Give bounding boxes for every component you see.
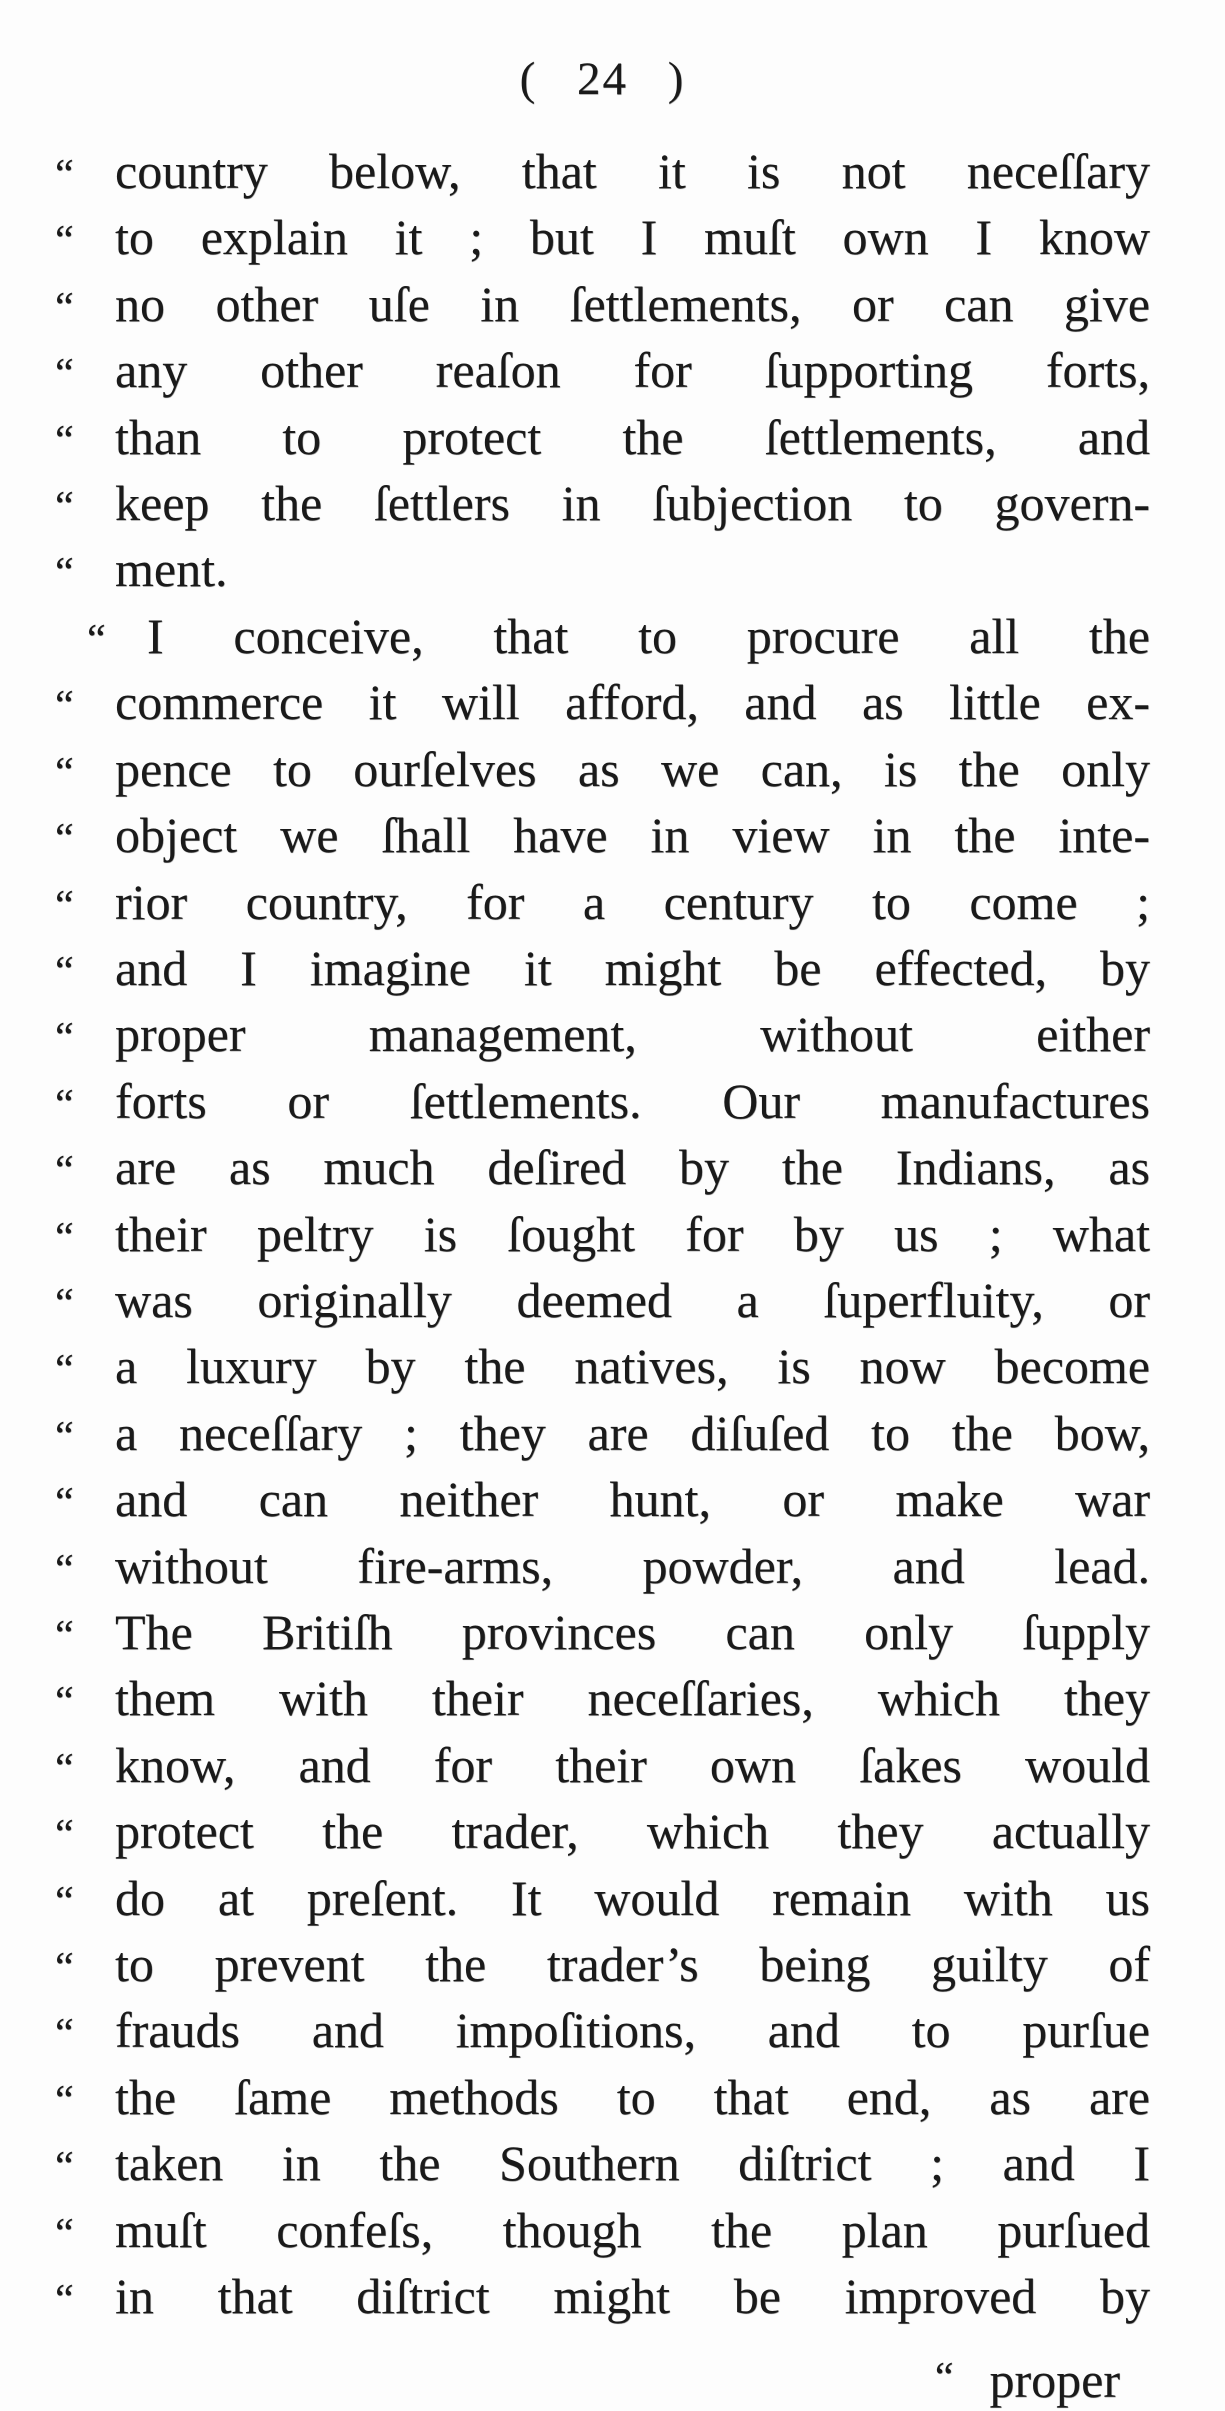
quote-mark: “ bbox=[55, 2011, 76, 2058]
quote-mark: “ bbox=[55, 484, 76, 531]
quote-mark: “ bbox=[55, 816, 76, 863]
text-line bbox=[55, 406, 1150, 472]
text-line bbox=[55, 671, 1150, 737]
text-line bbox=[55, 140, 1150, 206]
quote-mark: “ bbox=[55, 1945, 76, 1992]
quote-mark: “ bbox=[55, 749, 76, 796]
line-text: keep the ſettlers in ſubjection to govern- bbox=[115, 475, 1150, 532]
text-line bbox=[55, 1535, 1150, 1601]
quote-mark: “ bbox=[55, 351, 76, 398]
line-text: no other uſe in ſettlements, or can give bbox=[115, 275, 1150, 332]
text-line bbox=[55, 1933, 1150, 1999]
line-text: commerce it will afford, and as little ex- bbox=[115, 674, 1150, 731]
line-text: to explain it ; but I muſt own I know bbox=[115, 209, 1150, 266]
line-text: proper management, without either bbox=[115, 1006, 1150, 1063]
line-text: in that diſtrict might be improved by bbox=[115, 2268, 1150, 2325]
line-text: any other reaſon for ſupporting forts, bbox=[115, 342, 1150, 399]
quote-mark: “ bbox=[55, 1148, 76, 1195]
line-text: object we ſhall have in view in the inte- bbox=[115, 807, 1150, 864]
text-line bbox=[55, 1667, 1150, 1733]
text-line bbox=[55, 738, 1150, 804]
quote-mark: “ bbox=[55, 948, 76, 995]
text-line bbox=[55, 871, 1150, 937]
quote-mark: “ bbox=[55, 1546, 76, 1593]
line-text: The Britiſh provinces can only ſupply bbox=[115, 1603, 1150, 1660]
text-line bbox=[55, 1601, 1150, 1667]
quote-mark: “ bbox=[55, 1679, 76, 1726]
quote-mark: “ bbox=[55, 550, 76, 597]
quote-mark: “ bbox=[55, 1878, 76, 1925]
quote-mark: “ bbox=[55, 1812, 76, 1859]
line-text: forts or ſettlements. Our manufactures bbox=[115, 1072, 1150, 1129]
quote-mark: “ bbox=[55, 2144, 76, 2191]
quote-mark: “ bbox=[55, 218, 76, 265]
line-text: a neceſſary ; they are diſuſed to the bow, bbox=[115, 1404, 1150, 1461]
quote-mark: “ bbox=[55, 2210, 76, 2257]
text-line bbox=[55, 538, 1150, 604]
text-line bbox=[55, 2066, 1150, 2132]
text-line bbox=[55, 1800, 1150, 1866]
text-line bbox=[55, 1734, 1150, 1800]
line-text: and can neither hunt, or make war bbox=[115, 1471, 1150, 1528]
line-text: know, and for their own ſakes would bbox=[115, 1736, 1150, 1793]
line-text: rior country, for a century to come ; bbox=[115, 873, 1150, 930]
text-line bbox=[55, 1999, 1150, 2065]
line-text: muſt confeſs, though the plan purſued bbox=[115, 2201, 1150, 2258]
text-line bbox=[55, 1867, 1150, 1933]
text-line bbox=[55, 1070, 1150, 1136]
line-text: their peltry is ſought for by us ; what bbox=[115, 1205, 1150, 1262]
text-line bbox=[55, 1468, 1150, 1534]
line-text: I conceive, that to procure all the bbox=[147, 607, 1150, 664]
text-line bbox=[55, 1003, 1150, 1069]
line-text: frauds and impoſitions, and to purſue bbox=[115, 2002, 1150, 2059]
text-line bbox=[55, 937, 1150, 1003]
line-text: a luxury by the natives, is now become bbox=[115, 1338, 1150, 1395]
line-text: to prevent the trader’s being guilty of bbox=[115, 1936, 1150, 1993]
quote-mark: “ bbox=[55, 1214, 76, 1261]
text-line bbox=[55, 1203, 1150, 1269]
quote-mark: “ bbox=[55, 1480, 76, 1527]
text-line bbox=[55, 1335, 1150, 1401]
catchword-quote-mark: “ bbox=[934, 2355, 956, 2402]
line-text: protect the trader, which they actually bbox=[115, 1803, 1150, 1860]
quote-mark: “ bbox=[55, 2277, 76, 2324]
quote-mark: “ bbox=[55, 882, 76, 929]
line-text: pence to ourſelves as we can, is the only bbox=[115, 740, 1150, 797]
text-line bbox=[55, 206, 1150, 272]
line-text: country below, that it is not neceſſary bbox=[115, 143, 1150, 200]
quote-mark: “ bbox=[55, 1280, 76, 1327]
text-line bbox=[55, 605, 1150, 671]
line-text: taken in the Southern diſtrict ; and I bbox=[115, 2135, 1150, 2192]
text-line bbox=[55, 1402, 1150, 1468]
quote-mark: “ bbox=[55, 683, 76, 730]
line-text: do at preſent. It would remain with us bbox=[115, 1869, 1150, 1926]
text-line bbox=[55, 339, 1150, 405]
quote-mark: “ bbox=[55, 1347, 76, 1394]
quote-mark: “ bbox=[55, 417, 76, 464]
quote-mark: “ bbox=[55, 1612, 76, 1659]
page-number: ( 24 ) bbox=[519, 53, 686, 105]
text-line bbox=[55, 472, 1150, 538]
quote-mark: “ bbox=[87, 616, 108, 663]
text-line bbox=[55, 2265, 1150, 2331]
text-line bbox=[55, 1269, 1150, 1335]
quote-mark: “ bbox=[55, 152, 76, 199]
quote-mark: “ bbox=[55, 284, 76, 331]
text-block bbox=[55, 140, 1150, 2331]
quote-mark: “ bbox=[55, 1081, 76, 1128]
line-text: the ſame methods to that end, as are bbox=[115, 2068, 1150, 2125]
text-line bbox=[55, 273, 1150, 339]
line-text: them with their neceſſaries, which they bbox=[115, 1670, 1150, 1727]
text-line bbox=[55, 2132, 1150, 2198]
line-text: than to protect the ſettlements, and bbox=[115, 408, 1150, 465]
line-text: without fire-arms, powder, and lead. bbox=[115, 1537, 1150, 1594]
line-text: was originally deemed a ſuperfluity, or bbox=[115, 1271, 1150, 1328]
catchword-row bbox=[55, 2347, 1150, 2411]
line-text: and I imagine it might be effected, by bbox=[115, 939, 1150, 996]
text-line bbox=[55, 804, 1150, 870]
quote-mark: “ bbox=[55, 2077, 76, 2124]
quote-mark: “ bbox=[55, 1745, 76, 1792]
quote-mark: “ bbox=[55, 1413, 76, 1460]
catchword: proper bbox=[989, 2352, 1120, 2409]
text-line bbox=[55, 1136, 1150, 1202]
line-text: ment. bbox=[115, 541, 228, 598]
text-line bbox=[55, 2199, 1150, 2265]
line-text: are as much deſired by the Indians, as bbox=[115, 1139, 1150, 1196]
quote-mark: “ bbox=[55, 1015, 76, 1062]
